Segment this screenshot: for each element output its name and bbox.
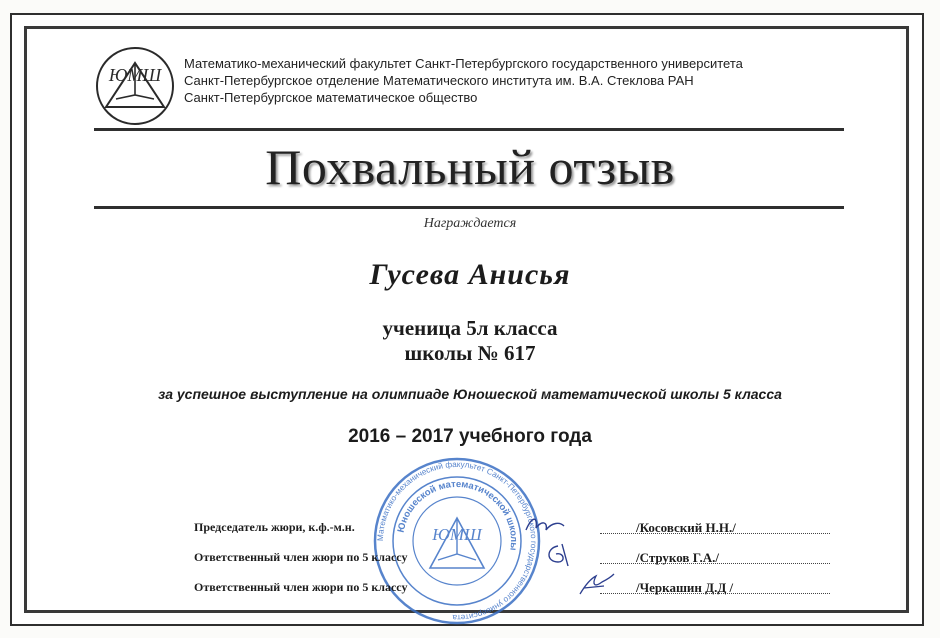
- academic-year: 2016 – 2017 учебного года: [348, 426, 592, 447]
- handwritten-signature-icon: [538, 540, 584, 568]
- header-line: Санкт-Петербургское отделение Математического института им. В.А. Стеклова РАН: [184, 73, 694, 88]
- official-stamp: [372, 456, 542, 626]
- signatory-name: /Косовский Н.Н./: [636, 520, 736, 535]
- ymsh-logo-icon: [94, 45, 176, 127]
- signature-role: Ответственный член жюри по 5 классу: [194, 550, 408, 564]
- signature-role: Председатель жюри, к.ф.-м.н.: [194, 520, 355, 534]
- signatory-name: /Черкашин Д.Д /: [636, 580, 734, 595]
- recipient-details: [0, 316, 940, 366]
- pupil-class: ученица 5л класса: [382, 316, 558, 340]
- stamp-center-text: ЮМШ: [432, 525, 482, 544]
- signature-row: [194, 550, 784, 570]
- divider-bottom: [94, 206, 844, 209]
- signature-role: Ответственный член жюри по 5 классу: [194, 580, 408, 594]
- header-institutions: [184, 55, 743, 106]
- pupil-school: школы № 617: [404, 341, 536, 365]
- award-reason: за успешное выступление на олимпиаде Юношеской математической школы 5 класса: [158, 386, 782, 402]
- awarded-label: Награждается: [423, 216, 517, 231]
- signature-row: [194, 520, 784, 540]
- logo-text: ЮМШ: [108, 65, 162, 85]
- handwritten-signature-icon: [574, 570, 620, 598]
- certificate-title: Похвальный отзыв: [265, 139, 675, 195]
- signatory-name: /Струков Г.А./: [636, 550, 720, 565]
- signature-row: [194, 580, 784, 600]
- stamp-outer-text: Математико-механический факультет Санкт-Петербургского государственного университета: [375, 459, 539, 623]
- divider-top: [94, 128, 844, 131]
- header-line: Математико-механический факультет Санкт-Петербургского государственного университета: [184, 56, 743, 71]
- header-line: Санкт-Петербургское математическое общество: [184, 90, 478, 105]
- recipient-name: Гусева Анисья: [369, 258, 571, 291]
- stamp-inner-text: Юношеской математической школы: [395, 478, 520, 551]
- handwritten-signature-icon: [522, 510, 568, 538]
